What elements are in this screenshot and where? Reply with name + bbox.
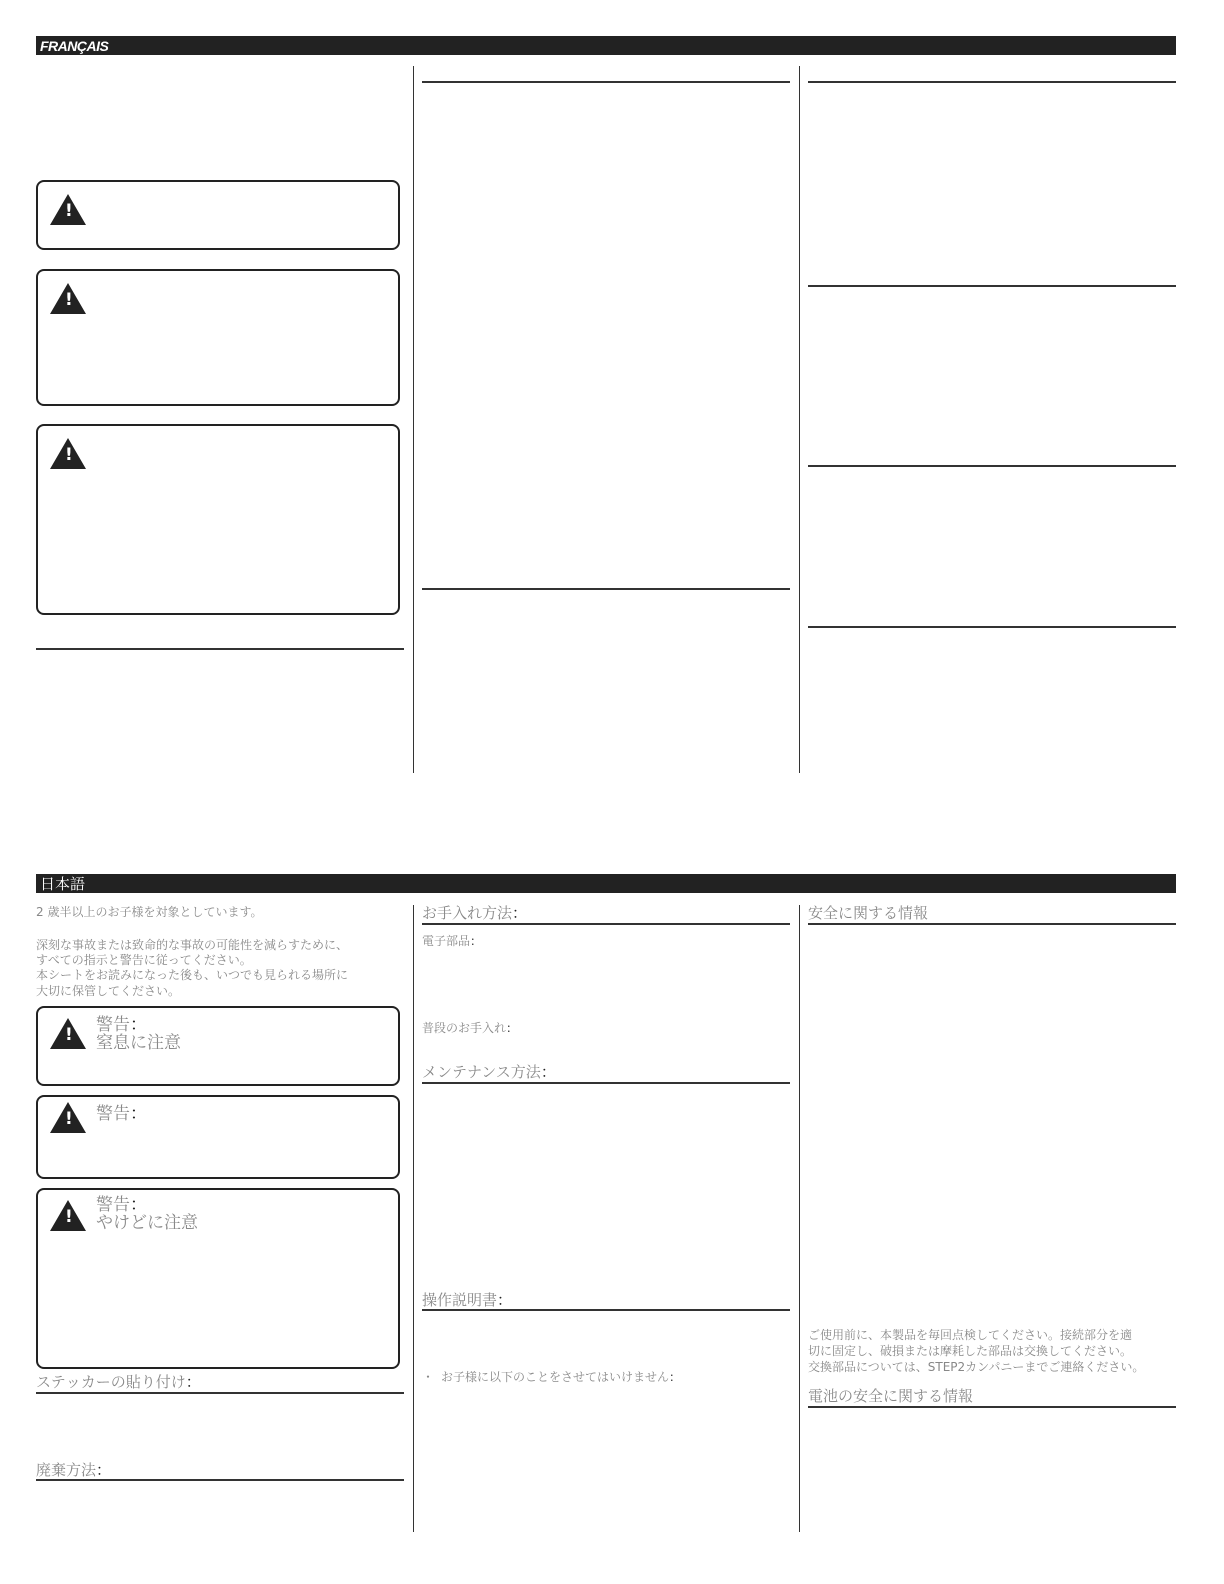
jp-battery-heading: 電池の安全に関する情報 (808, 1387, 974, 1405)
warning-triangle-icon: ! (50, 1018, 86, 1049)
fr-section-rule (36, 648, 404, 650)
fr-column-divider-2 (799, 66, 800, 773)
jp-column-divider-1 (413, 905, 414, 1532)
fr-section-rule (422, 81, 790, 83)
jp-section-rule (422, 1309, 790, 1311)
jp-safety-text-line: 交換部品については、STEP2カンパニーまでご連絡ください。 (808, 1360, 1145, 1374)
jp-age-notice: 2 歳半以上のお子様を対象としています。 (36, 905, 263, 919)
warning-triangle-icon: ! (50, 438, 86, 469)
warning-subtitle: 窒息に注意 (96, 1033, 181, 1053)
jp-electronics-label: 電子部品： (422, 934, 483, 948)
warning-title: 警告： (96, 1104, 147, 1124)
jp-maintenance-heading: メンテナンス方法： (422, 1063, 556, 1081)
warning-triangle-icon: ! (50, 194, 86, 225)
warning-triangle-icon: ! (50, 1200, 86, 1231)
jp-column-divider-2 (799, 905, 800, 1532)
jp-section-rule (422, 923, 790, 925)
jp-intro-line: 深刻な事故または致命的な事故の可能性を減らすために、 (36, 938, 349, 952)
french-banner-label: FRANÇAIS (40, 38, 109, 54)
jp-intro-line: すべての指示と警告に従ってください。 (36, 953, 252, 967)
fr-warning-box-1 (36, 180, 400, 250)
fr-section-rule (808, 81, 1176, 83)
jp-disposal-heading: 廃棄方法： (36, 1461, 112, 1479)
jp-warning-box-burn (36, 1188, 400, 1369)
jp-warning-box-2 (36, 1095, 400, 1179)
fr-section-rule (808, 285, 1176, 287)
jp-section-rule (36, 1392, 404, 1394)
warning-title: 警告： (96, 1015, 147, 1035)
jp-bullet-mark: ・ (422, 1370, 435, 1384)
jp-bullet-item: お子様に以下のことをさせてはいけません： (441, 1370, 682, 1384)
fr-section-rule (422, 588, 790, 590)
warning-triangle-icon: ! (50, 1102, 86, 1133)
jp-safety-heading: 安全に関する情報 (808, 904, 929, 922)
jp-stickers-heading: ステッカーの貼り付け： (36, 1373, 201, 1391)
jp-warning-box-choking (36, 1006, 400, 1086)
jp-safety-text-line: 切に固定し、破損または摩耗した部品は交換してください。 (808, 1344, 1133, 1358)
french-section-banner (36, 36, 1176, 55)
jp-section-rule (808, 1406, 1176, 1408)
warning-triangle-icon: ! (50, 283, 86, 314)
jp-intro-line: 大切に保管してください。 (36, 984, 181, 998)
jp-daily-care-label: 普段のお手入れ： (422, 1021, 519, 1035)
jp-section-rule (808, 923, 1176, 925)
jp-section-rule (422, 1082, 790, 1084)
jp-safety-text-line: ご使用前に、本製品を毎回点検してください。接続部分を適 (808, 1328, 1133, 1342)
warning-title: 警告： (96, 1195, 147, 1215)
japanese-section-banner (36, 874, 1176, 893)
jp-instructions-heading: 操作説明書： (422, 1291, 513, 1309)
warning-subtitle: やけどに注意 (96, 1213, 198, 1233)
jp-intro-line: 本シートをお読みになった後も、いつでも見られる場所に (36, 968, 349, 982)
fr-warning-box-2 (36, 269, 400, 406)
fr-warning-box-3 (36, 424, 400, 615)
fr-section-rule (808, 626, 1176, 628)
japanese-banner-label: 日本語 (40, 875, 86, 893)
jp-section-rule (36, 1479, 404, 1481)
jp-care-heading: お手入れ方法： (422, 904, 528, 922)
fr-section-rule (808, 465, 1176, 467)
fr-column-divider-1 (413, 66, 414, 773)
